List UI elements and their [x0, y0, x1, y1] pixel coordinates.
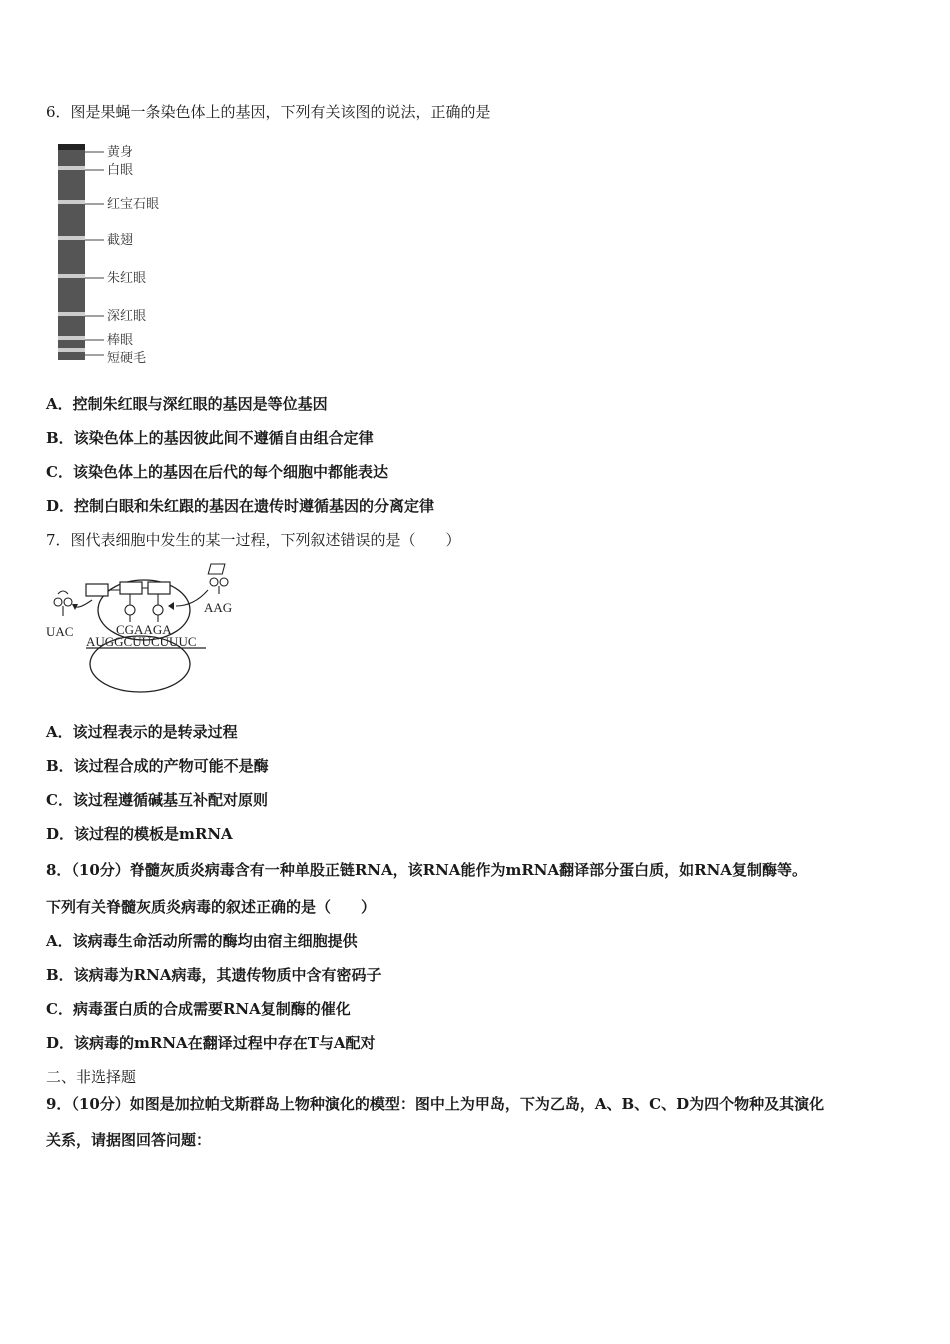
q7-option-d: D．该过程的模板是mRNA: [46, 825, 233, 843]
gene-label: 白眼: [107, 163, 134, 178]
gene-label: 截翅: [107, 233, 134, 248]
q9-stem-line1: 9．（10分）如图是加拉帕戈斯群岛上物种演化的模型：图中上为甲岛，下为乙岛，A、B、C、D为四个物种及其演化: [46, 1095, 825, 1113]
amino-acid: [148, 582, 170, 594]
q7-option-b: B．该过程合成的产物可能不是酶: [46, 757, 269, 775]
q9-stem-line2: 关系，请据图回答问题：: [46, 1131, 212, 1149]
section-title: 二、非选择题: [46, 1068, 137, 1086]
q6-option-c: C．该染色体上的基因在后代的每个细胞中都能表达: [46, 463, 388, 481]
anticodon-left: UAC: [46, 624, 74, 639]
chromosome-bar: [58, 144, 85, 360]
mrna-sequence: AUGGCUUCUUUC: [86, 634, 197, 649]
anticodon-right: AAG: [204, 600, 233, 615]
amino-acid: [86, 584, 108, 596]
q6-option-b: B．该染色体上的基因彼此间不遵循自由组合定律: [46, 429, 374, 447]
trna-anticodons: CGAAGA: [116, 622, 172, 637]
gene-label: 棒眼: [107, 333, 134, 348]
q6-option-a: A．控制朱红眼与深红眼的基因是等位基因: [46, 395, 328, 413]
q8-option-c: C．病毒蛋白质的合成需要RNA复制酶的催化: [46, 1000, 351, 1018]
q8-stem-line2: 下列有关脊髓灰质炎病毒的叙述正确的是（ ）: [46, 898, 377, 916]
translation-figure: [44, 560, 244, 698]
gene-label: 黄身: [107, 145, 134, 160]
q7-stem: 7．图代表细胞中发生的某一过程，下列叙述错误的是（ ）: [46, 531, 461, 549]
q8-option-a: A．该病毒生命活动所需的酶均由宿主细胞提供: [46, 932, 358, 950]
q8-option-b: B．该病毒为RNA病毒，其遗传物质中含有密码子: [46, 966, 382, 984]
gene-label: 深红眼: [107, 309, 147, 324]
gene-label: 红宝石眼: [107, 197, 160, 212]
trna-left: [54, 591, 72, 616]
q6-stem: 6．图是果蝇一条染色体上的基因，下列有关该图的说法，正确的是: [46, 103, 491, 121]
amino-acid: [120, 582, 142, 594]
trna-right: [208, 564, 228, 594]
q8-stem-line1: 8．（10分）脊髓灰质炎病毒含有一种单股正链RNA，该RNA能作为mRNA翻译部分蛋白质，如RNA复制酶等。: [46, 861, 807, 879]
gene-label: 朱红眼: [107, 271, 147, 286]
chromosome-figure: [52, 140, 192, 368]
gene-label: 短硬毛: [107, 351, 147, 366]
q8-option-d: D．该病毒的mRNA在翻译过程中存在T与A配对: [46, 1034, 376, 1052]
q7-option-a: A．该过程表示的是转录过程: [46, 723, 238, 741]
q7-option-c: C．该过程遵循碱基互补配对原则: [46, 791, 268, 809]
q6-option-d: D．控制白眼和朱红跟的基因在遗传时遵循基因的分离定律: [46, 497, 435, 515]
